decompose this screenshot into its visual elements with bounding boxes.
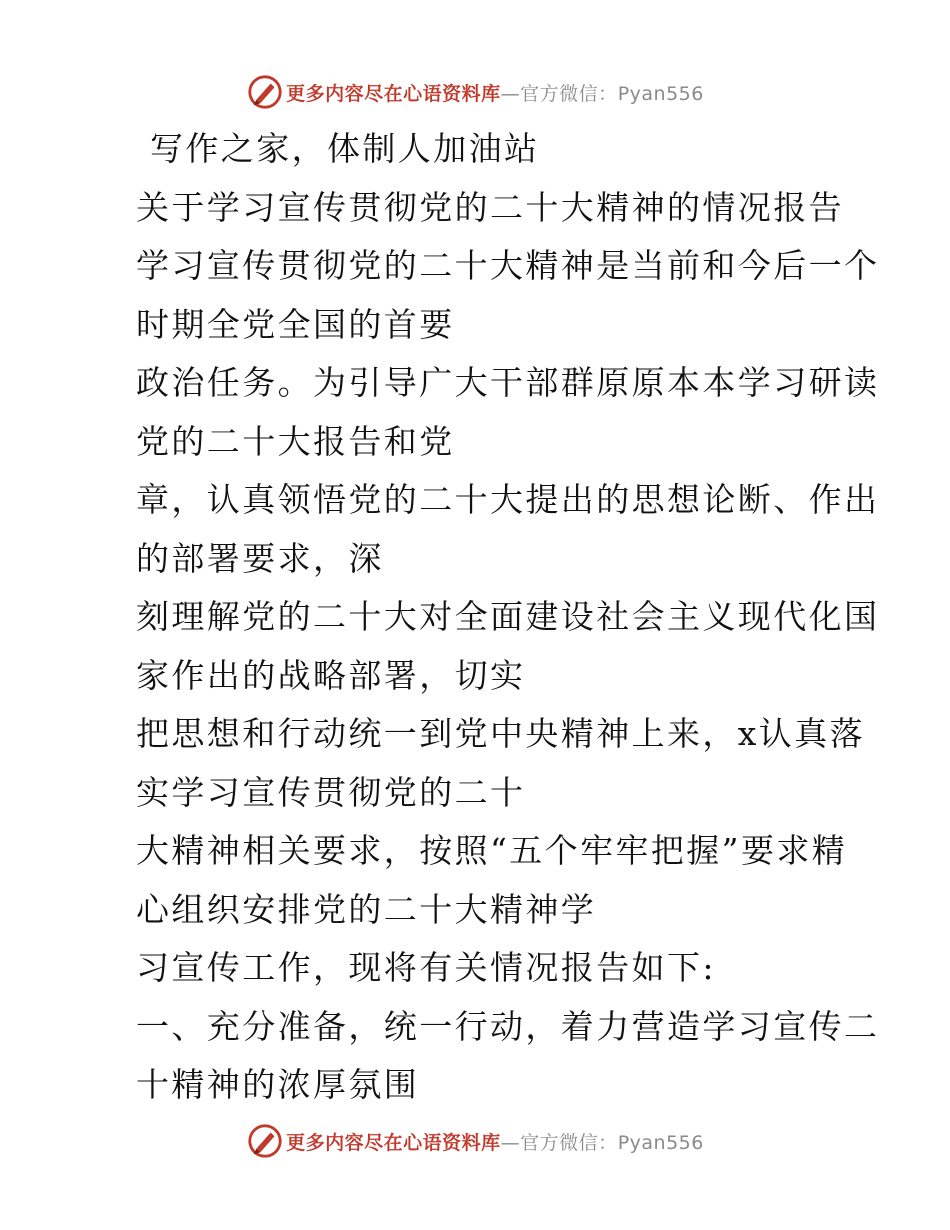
watermark-dash: — <box>500 1131 521 1154</box>
paragraph-line: 政治任务。为引导广大干部群原原本本学习研读 <box>136 363 880 402</box>
paragraph-line: 把思想和行动统一到党中央精神上来，x认真落 <box>136 714 866 753</box>
paragraph-line: 心组织安排党的二十大精神学 <box>136 889 597 929</box>
pen-logo-icon <box>246 73 284 111</box>
body-paragraph <box>98 471 880 588</box>
paragraph-list <box>98 237 880 1115</box>
paragraph-line: 学习宣传贯彻党的二十大精神是当前和今后一个 <box>136 246 880 285</box>
paragraph-line: 家作出的战略部署，切实 <box>136 655 526 695</box>
paragraph-line: 习宣传工作，现将有关情况报告如下: <box>136 948 716 987</box>
paragraph-line: 时期全党全国的首要 <box>136 304 455 344</box>
site-name: 写作之家，体制人加油站 <box>150 129 540 168</box>
body-paragraph <box>98 822 868 939</box>
paragraph-line: 大精神相关要求，按照“五个牢牢把握”要求精 <box>136 831 848 870</box>
body-paragraph <box>98 939 868 998</box>
watermark-footer <box>0 1121 950 1161</box>
paragraph-line: 十精神的浓厚氛围 <box>136 1065 420 1104</box>
paragraph-line: 的部署要求，深 <box>136 538 384 578</box>
watermark-dash: — <box>500 82 521 105</box>
watermark-account: Pyan556 <box>617 1131 704 1154</box>
body-paragraph <box>98 998 880 1115</box>
watermark-site: 更多内容尽在心语资料库 <box>286 1131 501 1154</box>
watermark-header <box>0 72 950 112</box>
body-paragraph <box>98 588 880 705</box>
document-body <box>98 120 880 1115</box>
paragraph-line: 章，认真领悟党的二十大提出的思想论断、作出 <box>136 480 880 519</box>
pen-logo-icon <box>246 1122 284 1160</box>
watermark-label: 官方微信： <box>520 82 618 105</box>
body-paragraph <box>98 354 880 471</box>
body-paragraph <box>98 705 868 822</box>
body-paragraph <box>98 237 880 354</box>
paragraph-line: 实学习宣传贯彻党的二十 <box>136 772 526 812</box>
document-title: 关于学习宣传贯彻党的二十大精神的情况报告 <box>136 187 844 227</box>
watermark-site: 更多内容尽在心语资料库 <box>286 82 501 105</box>
watermark-label: 官方微信： <box>520 1131 618 1154</box>
paragraph-line: 一、充分准备，统一行动，着力营造学习宣传二 <box>136 1006 880 1046</box>
watermark-account: Pyan556 <box>617 82 704 105</box>
paragraph-line: 党的二十大报告和党 <box>136 421 455 461</box>
paragraph-line: 刻理解党的二十大对全面建设社会主义现代化国 <box>136 597 880 636</box>
